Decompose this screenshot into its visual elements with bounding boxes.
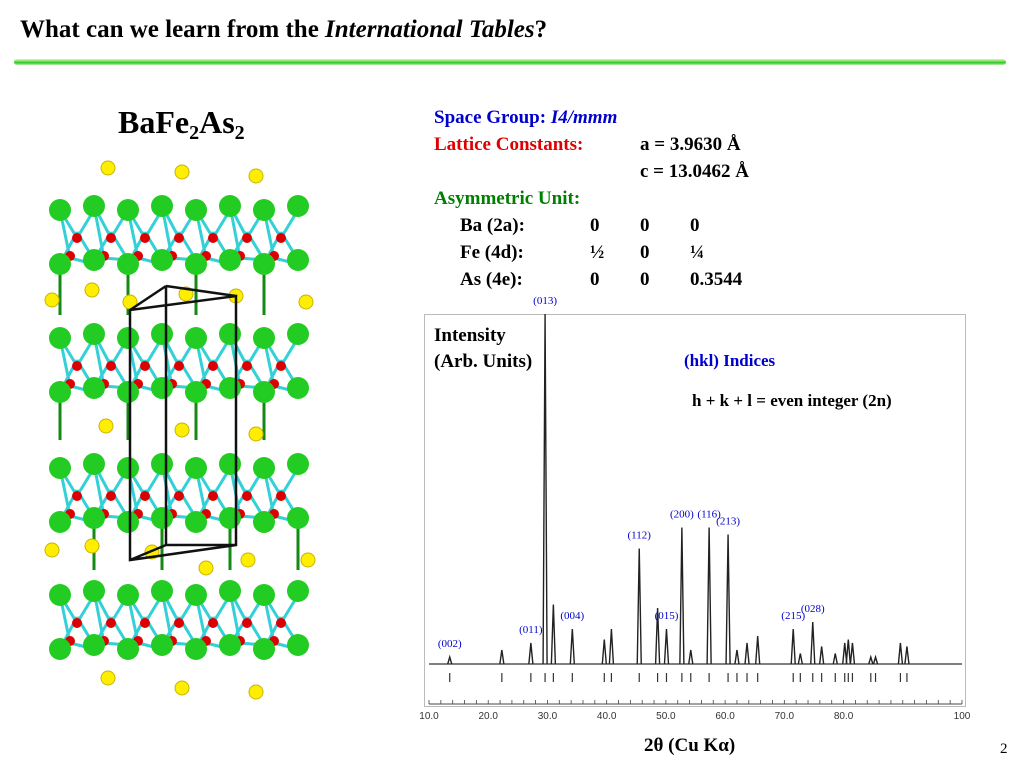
- peak: [707, 528, 711, 665]
- x-tick-label: 70.0: [774, 711, 795, 722]
- peak-label: (112): [627, 529, 651, 542]
- title-emphasis: International Tables: [325, 16, 535, 43]
- fe-atom: [185, 457, 207, 479]
- as-atom: [140, 233, 150, 243]
- peak: [448, 657, 452, 664]
- peak: [869, 657, 873, 664]
- ba-atom: [175, 165, 189, 179]
- formula-subscript: 2: [189, 122, 200, 144]
- as-atom: [106, 491, 116, 501]
- peak: [543, 314, 547, 664]
- peak-label: (002): [437, 638, 462, 650]
- peak-label: (013): [533, 295, 557, 307]
- fe-atom: [287, 195, 309, 217]
- ba-atom: [101, 671, 115, 685]
- fe-atom: [219, 195, 241, 217]
- peak-label: (215): [781, 610, 806, 622]
- fe-atom: [185, 511, 207, 533]
- fe-atom: [185, 199, 207, 221]
- atom-label: Fe (4d):: [460, 242, 524, 263]
- fe-atom: [83, 195, 105, 217]
- x-tick-label: 100: [953, 711, 971, 722]
- compound-formula: [118, 104, 245, 144]
- peak: [846, 640, 850, 665]
- ba-atom: [175, 423, 189, 437]
- ba-atom: [175, 681, 189, 695]
- as-atom: [276, 491, 286, 501]
- as-atom: [242, 233, 252, 243]
- fe-atom: [151, 507, 173, 529]
- fe-atom: [117, 327, 139, 349]
- ba-atom: [101, 161, 115, 175]
- x-axis: [419, 700, 971, 722]
- fe-atom: [151, 634, 173, 656]
- fe-atom: [83, 580, 105, 602]
- fe-atom: [253, 253, 275, 275]
- fe-atom: [219, 377, 241, 399]
- atom-y: 0: [640, 215, 650, 236]
- fe-atom: [49, 327, 71, 349]
- ba-atom: [249, 427, 263, 441]
- as-atom: [140, 618, 150, 628]
- peak-label: (116): [697, 508, 721, 521]
- fe-atom: [83, 249, 105, 271]
- fe-atom: [151, 453, 173, 475]
- peak: [811, 622, 815, 664]
- fe-atom: [287, 634, 309, 656]
- ba-atom: [249, 685, 263, 699]
- x-tick-label: 10.0: [419, 711, 439, 722]
- lattice-label: Lattice Constants:: [434, 134, 584, 155]
- peak-label: (004): [560, 610, 585, 622]
- peak: [570, 629, 574, 664]
- fe-atom: [49, 638, 71, 660]
- fe-atom: [117, 457, 139, 479]
- ba-atom: [45, 293, 59, 307]
- page-number: 2: [1000, 741, 1008, 757]
- atom-z: 0: [690, 215, 700, 236]
- fe-atom: [117, 253, 139, 275]
- fe-atom: [185, 584, 207, 606]
- atom-z: ¼: [690, 242, 705, 263]
- atom-y: 0: [640, 242, 650, 263]
- peak: [551, 605, 555, 665]
- as-atom: [208, 233, 218, 243]
- peak: [874, 657, 878, 664]
- atom-label: As (4e):: [460, 269, 523, 290]
- fe-atom: [219, 634, 241, 656]
- atom-row: [434, 212, 700, 239]
- peak: [833, 654, 837, 665]
- as-atom: [72, 491, 82, 501]
- chart-frame: [425, 315, 966, 707]
- atom-row: [434, 239, 705, 266]
- x-axis-label: 2θ (Cu Kα): [644, 735, 736, 756]
- reflection-ticks: [450, 673, 907, 682]
- as-atom: [242, 491, 252, 501]
- peak: [905, 647, 909, 665]
- as-atom: [208, 361, 218, 371]
- x-tick-label: 60.0: [715, 711, 735, 722]
- lattice-c: c = 13.0462 Å: [640, 161, 749, 182]
- as-atom: [242, 361, 252, 371]
- peak: [637, 549, 641, 665]
- peak-label: (213): [716, 515, 740, 528]
- ba-atom: [301, 553, 315, 567]
- peak: [798, 654, 802, 665]
- fe-atom: [117, 638, 139, 660]
- ba-atom: [241, 553, 255, 567]
- fe-atom: [49, 253, 71, 275]
- atom-x: ½: [590, 242, 605, 263]
- fe-atom: [253, 199, 275, 221]
- fe-atom: [83, 323, 105, 345]
- fe-atom: [185, 381, 207, 403]
- x-tick-label: 30.0: [537, 711, 558, 722]
- fe-atom: [151, 377, 173, 399]
- as-atom: [174, 491, 184, 501]
- peak: [791, 629, 795, 664]
- peak-label: (011): [519, 624, 543, 636]
- as-atom: [208, 618, 218, 628]
- as-atom: [208, 491, 218, 501]
- fe-atom: [219, 453, 241, 475]
- peak-label: (015): [654, 610, 679, 622]
- as-atom: [276, 618, 286, 628]
- as-atom: [140, 361, 150, 371]
- peak: [680, 528, 684, 665]
- ba-atom: [85, 539, 99, 553]
- fe-atom: [253, 511, 275, 533]
- fe-atom: [219, 249, 241, 271]
- peak: [745, 643, 749, 664]
- atom-label: Ba (2a):: [460, 215, 525, 236]
- ba-atom: [99, 419, 113, 433]
- as-atom: [72, 233, 82, 243]
- peak: [664, 629, 668, 664]
- as-atom: [276, 233, 286, 243]
- fe-atom: [287, 249, 309, 271]
- fe-atom: [253, 638, 275, 660]
- fe-atom: [253, 381, 275, 403]
- fe-atom: [287, 377, 309, 399]
- crystal-structure-image: [36, 150, 336, 710]
- y-axis-label-line2: (Arb. Units): [434, 351, 533, 372]
- peak: [850, 643, 854, 664]
- asym-unit-label: Asymmetric Unit:: [434, 188, 581, 209]
- fe-atom: [151, 249, 173, 271]
- fe-atom: [185, 253, 207, 275]
- peak: [898, 643, 902, 664]
- ba-atom: [249, 169, 263, 183]
- as-atom: [174, 618, 184, 628]
- space-group-value: I4/mmm: [550, 107, 618, 128]
- fe-atom: [49, 457, 71, 479]
- peak: [609, 629, 613, 664]
- fe-atom: [49, 199, 71, 221]
- fe-atom: [287, 323, 309, 345]
- formula-subscript: 2: [234, 122, 245, 144]
- fe-atom: [117, 584, 139, 606]
- fe-atom: [253, 584, 275, 606]
- fe-atom: [219, 507, 241, 529]
- fe-atom: [83, 453, 105, 475]
- x-tick-label: 20.0: [478, 711, 498, 722]
- y-axis-label-line1: Intensity: [434, 325, 506, 346]
- title-text: What can we learn from the: [20, 16, 326, 43]
- atom-y: 0: [640, 269, 650, 290]
- as-atom: [276, 361, 286, 371]
- peak-label: (200): [669, 508, 694, 521]
- fe-atom: [83, 634, 105, 656]
- peak-label: (028): [800, 603, 825, 615]
- fe-atom: [83, 377, 105, 399]
- x-tick-label: 40.0: [596, 711, 617, 722]
- peak: [735, 650, 739, 664]
- fe-atom: [287, 580, 309, 602]
- fe-atom: [49, 381, 71, 403]
- x-tick-label: 50.0: [656, 711, 676, 722]
- xrd-pattern-chart: [419, 295, 971, 724]
- selection-rule: h + k + l = even integer (2n): [692, 391, 892, 410]
- as-atom: [72, 361, 82, 371]
- as-atom: [174, 361, 184, 371]
- x-tick-label: 80.0: [833, 711, 854, 722]
- peak: [529, 643, 533, 664]
- fe-atom: [151, 323, 173, 345]
- as-atom: [106, 361, 116, 371]
- fe-atom: [117, 199, 139, 221]
- fe-atom: [117, 511, 139, 533]
- fe-atom: [151, 195, 173, 217]
- ba-atom: [85, 283, 99, 297]
- fe-atom: [49, 511, 71, 533]
- fe-atom: [253, 457, 275, 479]
- peak: [726, 535, 730, 665]
- peak: [500, 650, 504, 664]
- atom-x: 0: [590, 269, 600, 290]
- atom-z: 0.3544: [690, 269, 743, 290]
- formula-part: BaFe: [118, 104, 190, 140]
- ba-atom: [199, 561, 213, 575]
- ba-atom: [45, 543, 59, 557]
- space-group-label: Space Group:: [434, 107, 551, 128]
- as-atom: [174, 233, 184, 243]
- slide-title: [20, 16, 547, 44]
- as-atom: [106, 233, 116, 243]
- fe-atom: [253, 327, 275, 349]
- peak: [756, 636, 760, 664]
- as-atom: [106, 618, 116, 628]
- fe-atom: [185, 327, 207, 349]
- peak: [602, 640, 606, 665]
- fe-atom: [287, 453, 309, 475]
- fe-atom: [151, 580, 173, 602]
- as-atom: [72, 618, 82, 628]
- peak: [689, 650, 693, 664]
- fe-atom: [219, 580, 241, 602]
- structure-info: [434, 104, 749, 293]
- peak: [820, 647, 824, 665]
- title-end: ?: [534, 16, 548, 43]
- formula-part: As: [199, 104, 235, 140]
- fe-atom: [83, 507, 105, 529]
- as-atom: [140, 491, 150, 501]
- atom-x: 0: [590, 215, 600, 236]
- fe-atom: [287, 507, 309, 529]
- legend-title: (hkl) Indices: [684, 351, 776, 370]
- title-underline: [14, 59, 1006, 65]
- as-atom: [242, 618, 252, 628]
- ba-atom: [299, 295, 313, 309]
- fe-atom: [219, 323, 241, 345]
- fe-atom: [185, 638, 207, 660]
- peak-labels: [438, 295, 825, 650]
- fe-atom: [117, 381, 139, 403]
- fe-atom: [49, 584, 71, 606]
- atom-row: [434, 266, 743, 293]
- lattice-a: a = 3.9630 Å: [640, 134, 741, 155]
